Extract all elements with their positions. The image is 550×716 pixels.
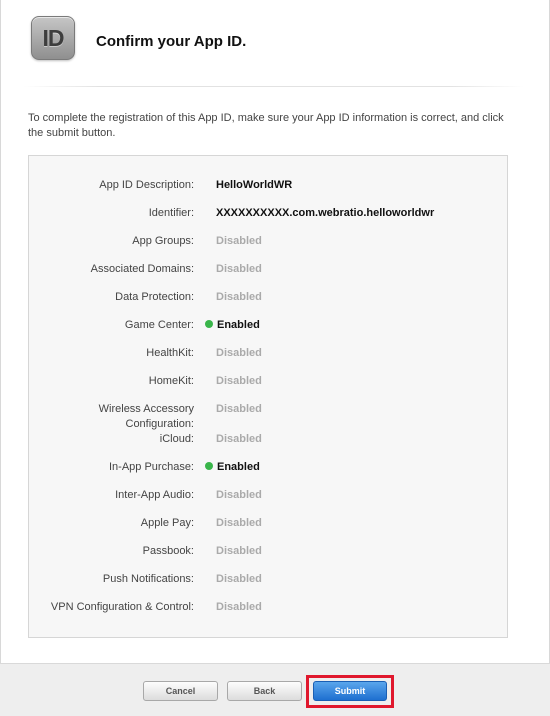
- detail-label: HealthKit:: [146, 347, 194, 359]
- detail-value: XXXXXXXXXX.com.webratio.helloworldwr: [216, 207, 435, 219]
- detail-value: Disabled: [216, 235, 262, 247]
- detail-label: Data Protection:: [115, 291, 194, 303]
- header: [0, 0, 550, 92]
- cancel-button[interactable]: Cancel: [143, 681, 218, 701]
- detail-value: HelloWorldWR: [216, 179, 293, 191]
- detail-value: Disabled: [216, 573, 262, 585]
- app-id-details: [28, 155, 508, 638]
- detail-value: Enabled: [217, 319, 260, 331]
- detail-label: Push Notifications:: [102, 573, 194, 585]
- detail-value: Disabled: [216, 263, 262, 275]
- detail-label: Passbook:: [142, 545, 194, 557]
- detail-label: Wireless Accessory Configuration:: [98, 403, 194, 430]
- detail-label: HomeKit:: [148, 375, 194, 387]
- detail-value: Disabled: [216, 517, 262, 529]
- detail-value: Disabled: [216, 601, 262, 613]
- detail-value: Disabled: [216, 375, 262, 387]
- detail-label: In-App Purchase:: [109, 461, 194, 473]
- back-button[interactable]: Back: [227, 681, 302, 701]
- detail-value-enabled: [205, 460, 260, 475]
- detail-value: Disabled: [216, 433, 262, 445]
- enabled-dot-icon: [205, 462, 213, 470]
- detail-value: Disabled: [216, 347, 262, 359]
- detail-label: Inter-App Audio:: [115, 489, 194, 501]
- detail-value-enabled: [205, 318, 260, 333]
- app-id-icon-text: ID: [42, 24, 64, 51]
- detail-value: Enabled: [217, 461, 260, 473]
- intro-text: To complete the registration of this App ID, make sure your App ID information is correct, and click the submit button.: [28, 112, 504, 139]
- detail-value: Disabled: [216, 545, 262, 557]
- detail-label: Associated Domains:: [90, 263, 194, 275]
- enabled-dot-icon: [205, 320, 213, 328]
- detail-value: Disabled: [216, 403, 262, 415]
- detail-label: Game Center:: [124, 319, 194, 331]
- app-id-icon: [31, 16, 75, 60]
- detail-label: App ID Description:: [99, 179, 194, 191]
- detail-label: Identifier:: [148, 207, 194, 219]
- detail-label: Apple Pay:: [140, 517, 194, 529]
- detail-label: iCloud:: [159, 433, 194, 445]
- detail-value: Disabled: [216, 291, 262, 303]
- detail-label: VPN Configuration & Control:: [50, 601, 194, 613]
- detail-label: App Groups:: [132, 235, 194, 247]
- submit-button[interactable]: Submit: [313, 681, 387, 701]
- action-bar: [0, 663, 550, 716]
- detail-value: Disabled: [216, 489, 262, 501]
- page-title: Confirm your App ID.: [96, 33, 247, 50]
- header-divider: [24, 86, 524, 87]
